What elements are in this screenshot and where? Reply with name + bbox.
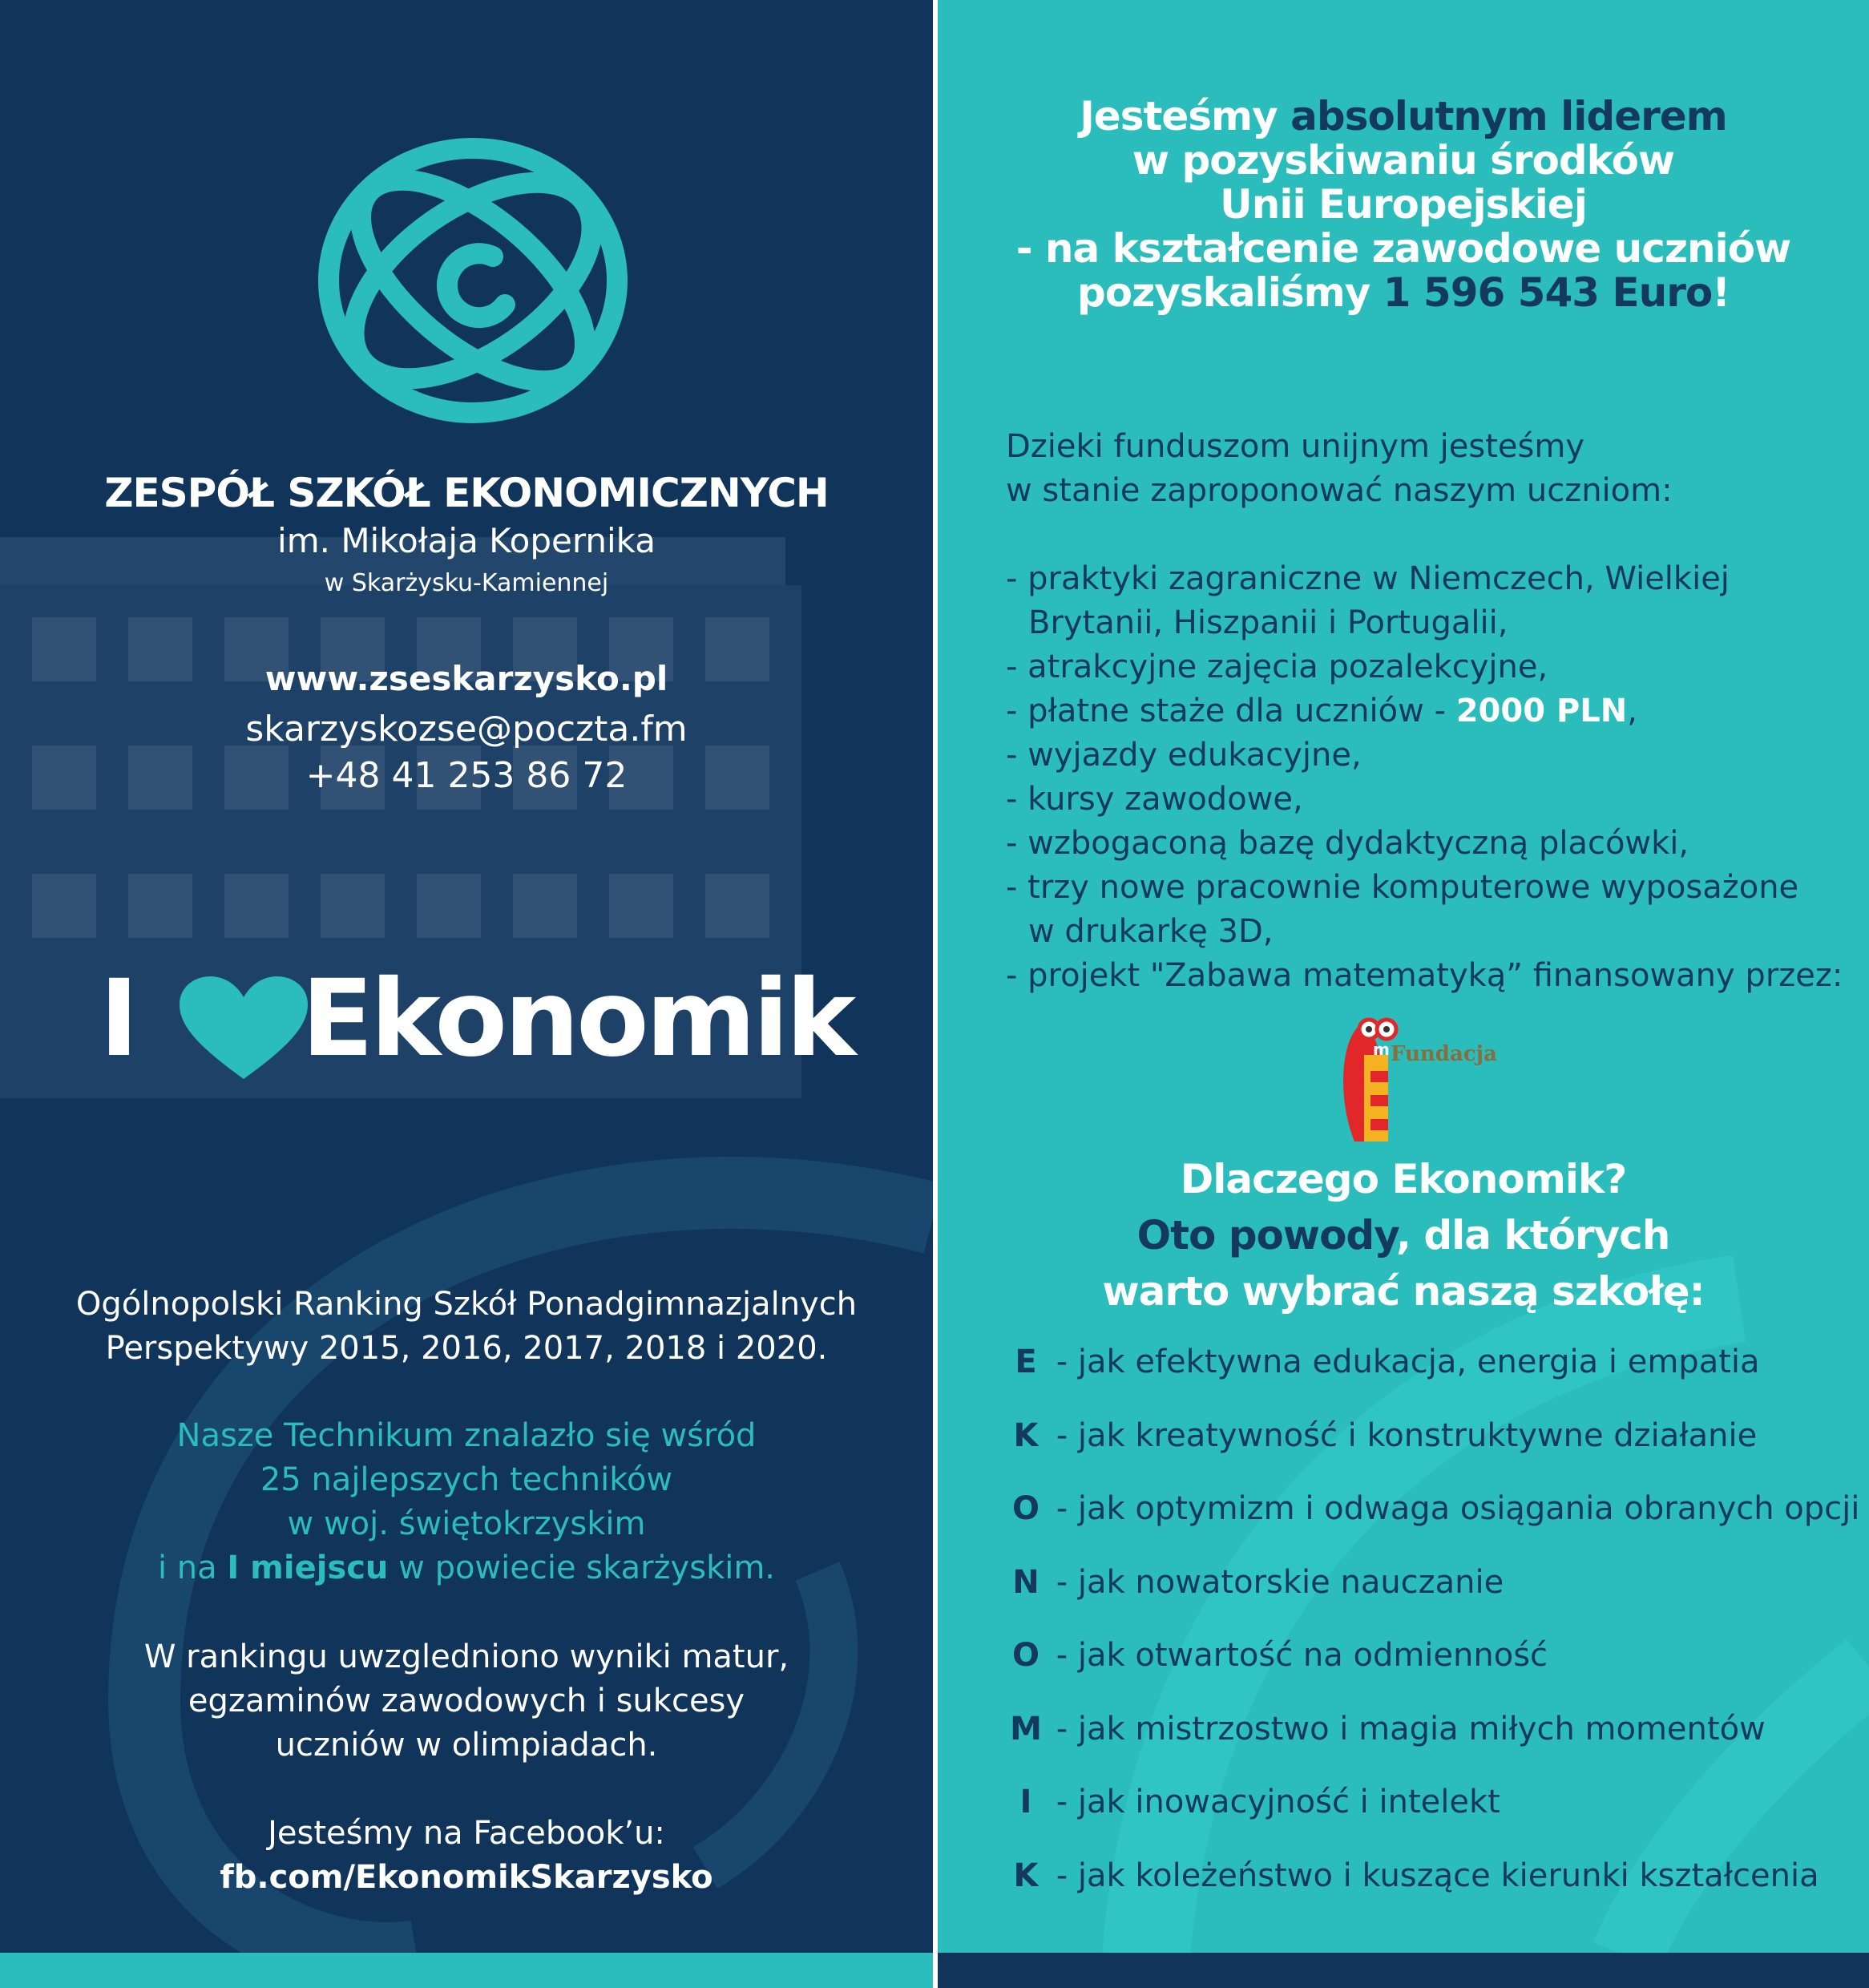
technikum-text	[0, 1414, 933, 1590]
list-item: - projekt "Zabawa matematyką” finansowany przez:	[1006, 957, 1843, 994]
bottom-bar-left	[0, 1953, 933, 1988]
headline-line: pozyskaliśmy 1 596 543 Euro!	[1076, 269, 1730, 316]
list-item: - wzbogaconą bazę dydaktyczną placówki,	[1006, 825, 1689, 862]
acronym-item: O - jak otwartość na odmienność	[1011, 1637, 1548, 1674]
left-panel	[0, 0, 933, 1988]
list-item: - trzy nowe pracownie komputerowe wyposażone	[1006, 869, 1799, 906]
technikum-line: w woj. świętokrzyskim	[287, 1505, 646, 1542]
facebook-caption: Jesteśmy na Facebook’u:	[268, 1815, 665, 1852]
intro-line: Dzieki funduszom unijnym jesteśmy	[1006, 428, 1584, 465]
fundacja-owl-logo	[1306, 1007, 1515, 1143]
technikum-line: 25 najlepszych techników	[260, 1461, 673, 1498]
list-item: Brytanii, Hiszpanii i Portugalii,	[1028, 604, 1508, 641]
headline-line: Unii Europejskiej	[1220, 181, 1587, 228]
why-line: Oto powody, dla których	[1136, 1212, 1670, 1259]
list-item: - kursy zawodowe,	[1006, 781, 1303, 818]
list-item: w drukarkę 3D,	[1028, 913, 1274, 950]
love-word: Ekonomik	[301, 957, 854, 1081]
matury-line: egzaminów zawodowych i sukcesy	[188, 1683, 745, 1719]
phone-number: +48 41 253 86 72	[305, 755, 628, 796]
why-line: Dlaczego Ekonomik?	[1180, 1156, 1627, 1202]
why-heading	[938, 1151, 1869, 1319]
email-link[interactable]: skarzyskozse@poczta.fm	[245, 709, 688, 750]
website-link[interactable]: www.zseskarzysko.pl	[264, 659, 668, 698]
ekonomik-acronym-list	[1006, 1340, 1863, 1927]
stipend-amount: 2000 PLN	[1455, 693, 1628, 729]
benefits-list	[1006, 557, 1855, 998]
facebook-link[interactable]: fb.com/EkonomikSkarzysko	[220, 1859, 713, 1896]
acronym-item: K - jak koleżeństwo i kuszące kierunki kształcenia	[1013, 1857, 1819, 1894]
bottom-bar-right	[938, 1953, 1869, 1988]
ranking-line: Ogólnopolski Ranking Szkół Ponadgimnazjalnych	[75, 1286, 858, 1323]
matury-line: uczniów w olimpiadach.	[275, 1727, 658, 1764]
school-logo-atom-icon	[313, 136, 633, 425]
intro-line: w stanie zaproponować naszym uczniom:	[1006, 472, 1673, 509]
school-city: w Skarżysku-Kamiennej	[324, 569, 609, 597]
list-item: - wyjazdy edukacyjne,	[1006, 737, 1362, 774]
svg-text:m: m	[1373, 1040, 1390, 1059]
headline-line: - na kształcenie zawodowe uczniów	[1015, 225, 1791, 272]
list-item: - płatne staże dla uczniów - 2000 PLN,	[1006, 693, 1637, 729]
headline-line: w pozyskiwaniu środków	[1132, 137, 1675, 184]
first-place-highlight: I miejscu	[227, 1550, 389, 1586]
school-name: ZESPÓŁ SZKÓŁ EKONOMICZNYCH	[104, 470, 829, 516]
list-item: - praktyki zagraniczne w Niemczech, Wielkiej	[1006, 560, 1730, 597]
technikum-line: i na I miejscu w powiecie skarżyskim.	[157, 1550, 776, 1586]
matury-line: W rankingu uwzgledniono wyniki matur,	[143, 1638, 789, 1675]
fundacja-label: Fundacja	[1391, 1042, 1497, 1066]
acronym-item: I - jak inowacyjność i intelekt	[1019, 1784, 1500, 1820]
right-panel	[938, 0, 1869, 1988]
headline-line: Jesteśmy absolutnym liderem	[1080, 93, 1727, 139]
headline	[938, 95, 1869, 315]
heart-icon	[163, 976, 324, 1081]
technikum-line: Nasze Technikum znalazło się wśród	[176, 1417, 757, 1454]
why-line: warto wybrać naszą szkołę:	[1102, 1268, 1705, 1315]
love-i: I	[99, 957, 139, 1081]
acronym-item: K - jak kreatywność i konstruktywne działanie	[1013, 1416, 1758, 1454]
intro-text	[1006, 425, 1673, 513]
acronym-item: N - jak nowatorskie nauczanie	[1012, 1563, 1504, 1601]
facebook-block	[0, 1812, 933, 1900]
matury-text	[0, 1635, 933, 1768]
list-item: - atrakcyjne zajęcia pozalekcyjne,	[1006, 649, 1548, 685]
acronym-item: O - jak optymizm i odwaga osiągania obranych opcji	[1011, 1490, 1860, 1527]
acronym-item: E - jak efektywna edukacja, energia i empatia	[1015, 1344, 1760, 1380]
ranking-text	[0, 1283, 933, 1371]
ranking-line: Perspektywy 2015, 2016, 2017, 2018 i 2020.	[105, 1330, 828, 1367]
school-patron: im. Mikołaja Kopernika	[277, 521, 656, 560]
acronym-item: M - jak mistrzostwo i magia miłych momentów	[1010, 1710, 1766, 1748]
